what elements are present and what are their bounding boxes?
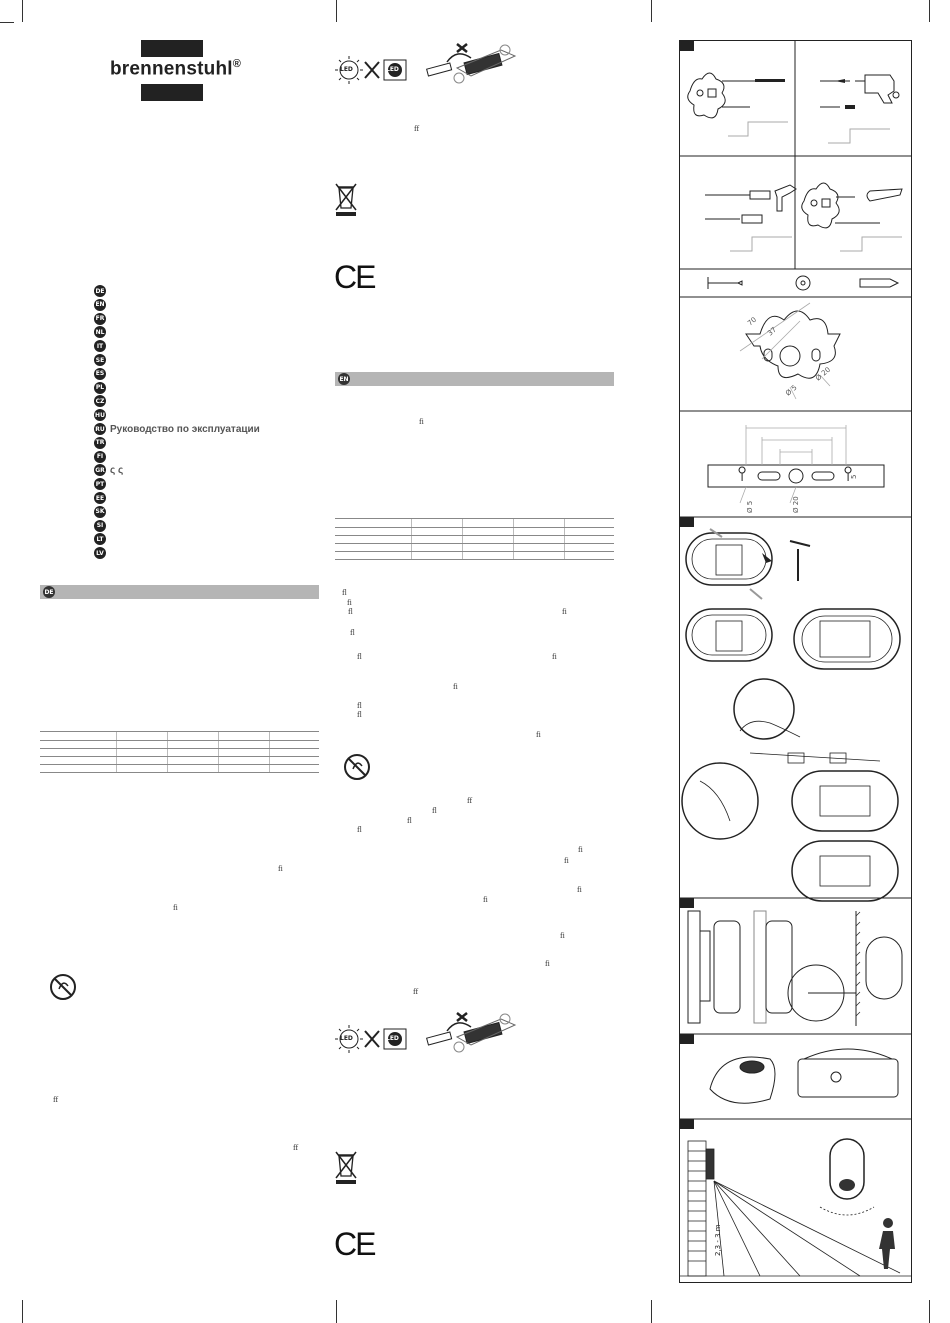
ligature-ff: ff: [414, 124, 420, 133]
language-item-tr: [94, 437, 110, 449]
lang-badge: EN: [94, 299, 106, 311]
ligature-fl: fl: [357, 701, 362, 710]
ligature-fl: fl: [407, 816, 412, 825]
language-item-lv: [94, 547, 110, 559]
language-item-es: [94, 368, 110, 380]
lang-badge: SE: [94, 354, 106, 366]
installation-figures: [680, 41, 911, 1282]
ligature-fi: fi: [419, 417, 424, 426]
weee-bin-icon: [335, 1150, 357, 1184]
ligature-fi: fi: [173, 903, 178, 912]
language-item-it: [94, 340, 110, 352]
language-item-fr: [94, 313, 110, 325]
lang-badge-de: DE: [43, 586, 55, 598]
svg-text:5: 5: [850, 474, 858, 479]
ligature-ff: ff: [467, 796, 473, 805]
lang-badge: NL: [94, 326, 106, 338]
ligature-fl: fl: [432, 806, 437, 815]
spec-table-en: [335, 518, 614, 560]
language-item-pt: [94, 478, 110, 490]
language-item-nl: [94, 326, 110, 338]
ce-mark: CE: [334, 1226, 375, 1262]
lang-badge: HU: [94, 409, 106, 421]
ligature-fl: fl: [357, 710, 362, 719]
lang-badge: GR: [94, 464, 106, 476]
language-item-lt: [94, 533, 110, 545]
svg-text:Ø 20: Ø 20: [792, 496, 800, 513]
ligature-fi: fi: [577, 885, 582, 894]
led-replace-graphic-top: [335, 42, 525, 92]
crop-mark: [929, 0, 930, 22]
language-item-gr: [94, 464, 123, 476]
crop-mark: [0, 22, 14, 23]
crop-mark: [22, 1300, 23, 1323]
led-label: LED: [386, 66, 399, 73]
led-label: LED: [340, 66, 353, 73]
lang-badge: CZ: [94, 395, 106, 407]
ligature-ff: ff: [413, 987, 419, 996]
svg-text:Ø 20: Ø 20: [814, 365, 833, 383]
lang-title: Руководство по эксплуатации: [110, 423, 260, 435]
ligature-fi: fi: [545, 959, 550, 968]
lang-badge: FR: [94, 313, 106, 325]
led-label: LED: [340, 1035, 353, 1042]
ligature-fl: fl: [350, 628, 355, 637]
ligature-fi: fi: [552, 652, 557, 661]
svg-text:70: 70: [746, 315, 759, 328]
language-item-de: [94, 285, 110, 297]
language-item-si: [94, 520, 110, 532]
lang-badge: RU: [94, 423, 106, 435]
crop-mark: [651, 1300, 652, 1323]
lang-badge: PT: [94, 478, 106, 490]
ligature-fi: fi: [562, 607, 567, 616]
figure-panel: [679, 40, 912, 1283]
lang-badge: SI: [94, 520, 106, 532]
language-item-ru: [94, 423, 260, 435]
lang-title: ς ς: [110, 464, 124, 476]
crop-mark: [929, 1300, 930, 1323]
section-header-de: [40, 585, 319, 599]
svg-text:2,3 - 3 m: 2,3 - 3 m: [714, 1224, 722, 1256]
lang-badge: DE: [94, 285, 106, 297]
ligature-fl: fl: [357, 652, 362, 661]
language-item-se: [94, 354, 110, 366]
crop-mark: [651, 0, 652, 22]
svg-text:Ø 5: Ø 5: [746, 500, 754, 513]
language-item-fi: [94, 451, 110, 463]
svg-text:37: 37: [766, 325, 779, 338]
ligature-ff: ff: [53, 1095, 59, 1104]
ligature-fi: fi: [278, 864, 283, 873]
no-bulb-icon: [48, 972, 78, 1002]
led-label: LED: [386, 1035, 399, 1042]
spec-table-de: [40, 731, 319, 773]
ligature-fl: fl: [348, 607, 353, 616]
ligature-fi: fi: [483, 895, 488, 904]
lang-badge: LT: [94, 533, 106, 545]
ligature-ff: ff: [293, 1143, 299, 1152]
ligature-fi: fi: [453, 682, 458, 691]
language-item-en: [94, 299, 110, 311]
lang-badge: PL: [94, 382, 106, 394]
ligature-fi: fi: [564, 856, 569, 865]
ligature-fi: fi: [536, 730, 541, 739]
language-item-pl: [94, 382, 110, 394]
language-item-ee: [94, 492, 110, 504]
lang-badge: TR: [94, 437, 106, 449]
brand-name: brennenstuhl®: [110, 58, 242, 80]
no-bulb-icon: [342, 752, 372, 782]
ligature-fi: fi: [578, 845, 583, 854]
weee-bin-icon: [335, 182, 357, 216]
lang-badge: IT: [94, 340, 106, 352]
language-item-sk: [94, 506, 110, 518]
ce-mark: CE: [334, 259, 375, 295]
ligature-fl: fl: [357, 825, 362, 834]
lang-badge: FI: [94, 451, 106, 463]
ligature-fi: fi: [560, 931, 565, 940]
lang-badge: ES: [94, 368, 106, 380]
ligature-fi: fi: [347, 598, 352, 607]
lang-badge: LV: [94, 547, 106, 559]
section-header-en: [335, 372, 614, 386]
lang-badge-en: EN: [338, 373, 350, 385]
ligature-fl: fl: [342, 588, 347, 597]
crop-mark: [336, 0, 337, 22]
lang-badge: EE: [94, 492, 106, 504]
svg-text:Ø 5: Ø 5: [784, 383, 799, 398]
crop-mark: [336, 1300, 337, 1323]
crop-mark: [22, 0, 23, 22]
led-replace-graphic-bottom: [335, 1011, 525, 1061]
language-item-cz: [94, 395, 110, 407]
language-item-hu: [94, 409, 110, 421]
lang-badge: SK: [94, 506, 106, 518]
